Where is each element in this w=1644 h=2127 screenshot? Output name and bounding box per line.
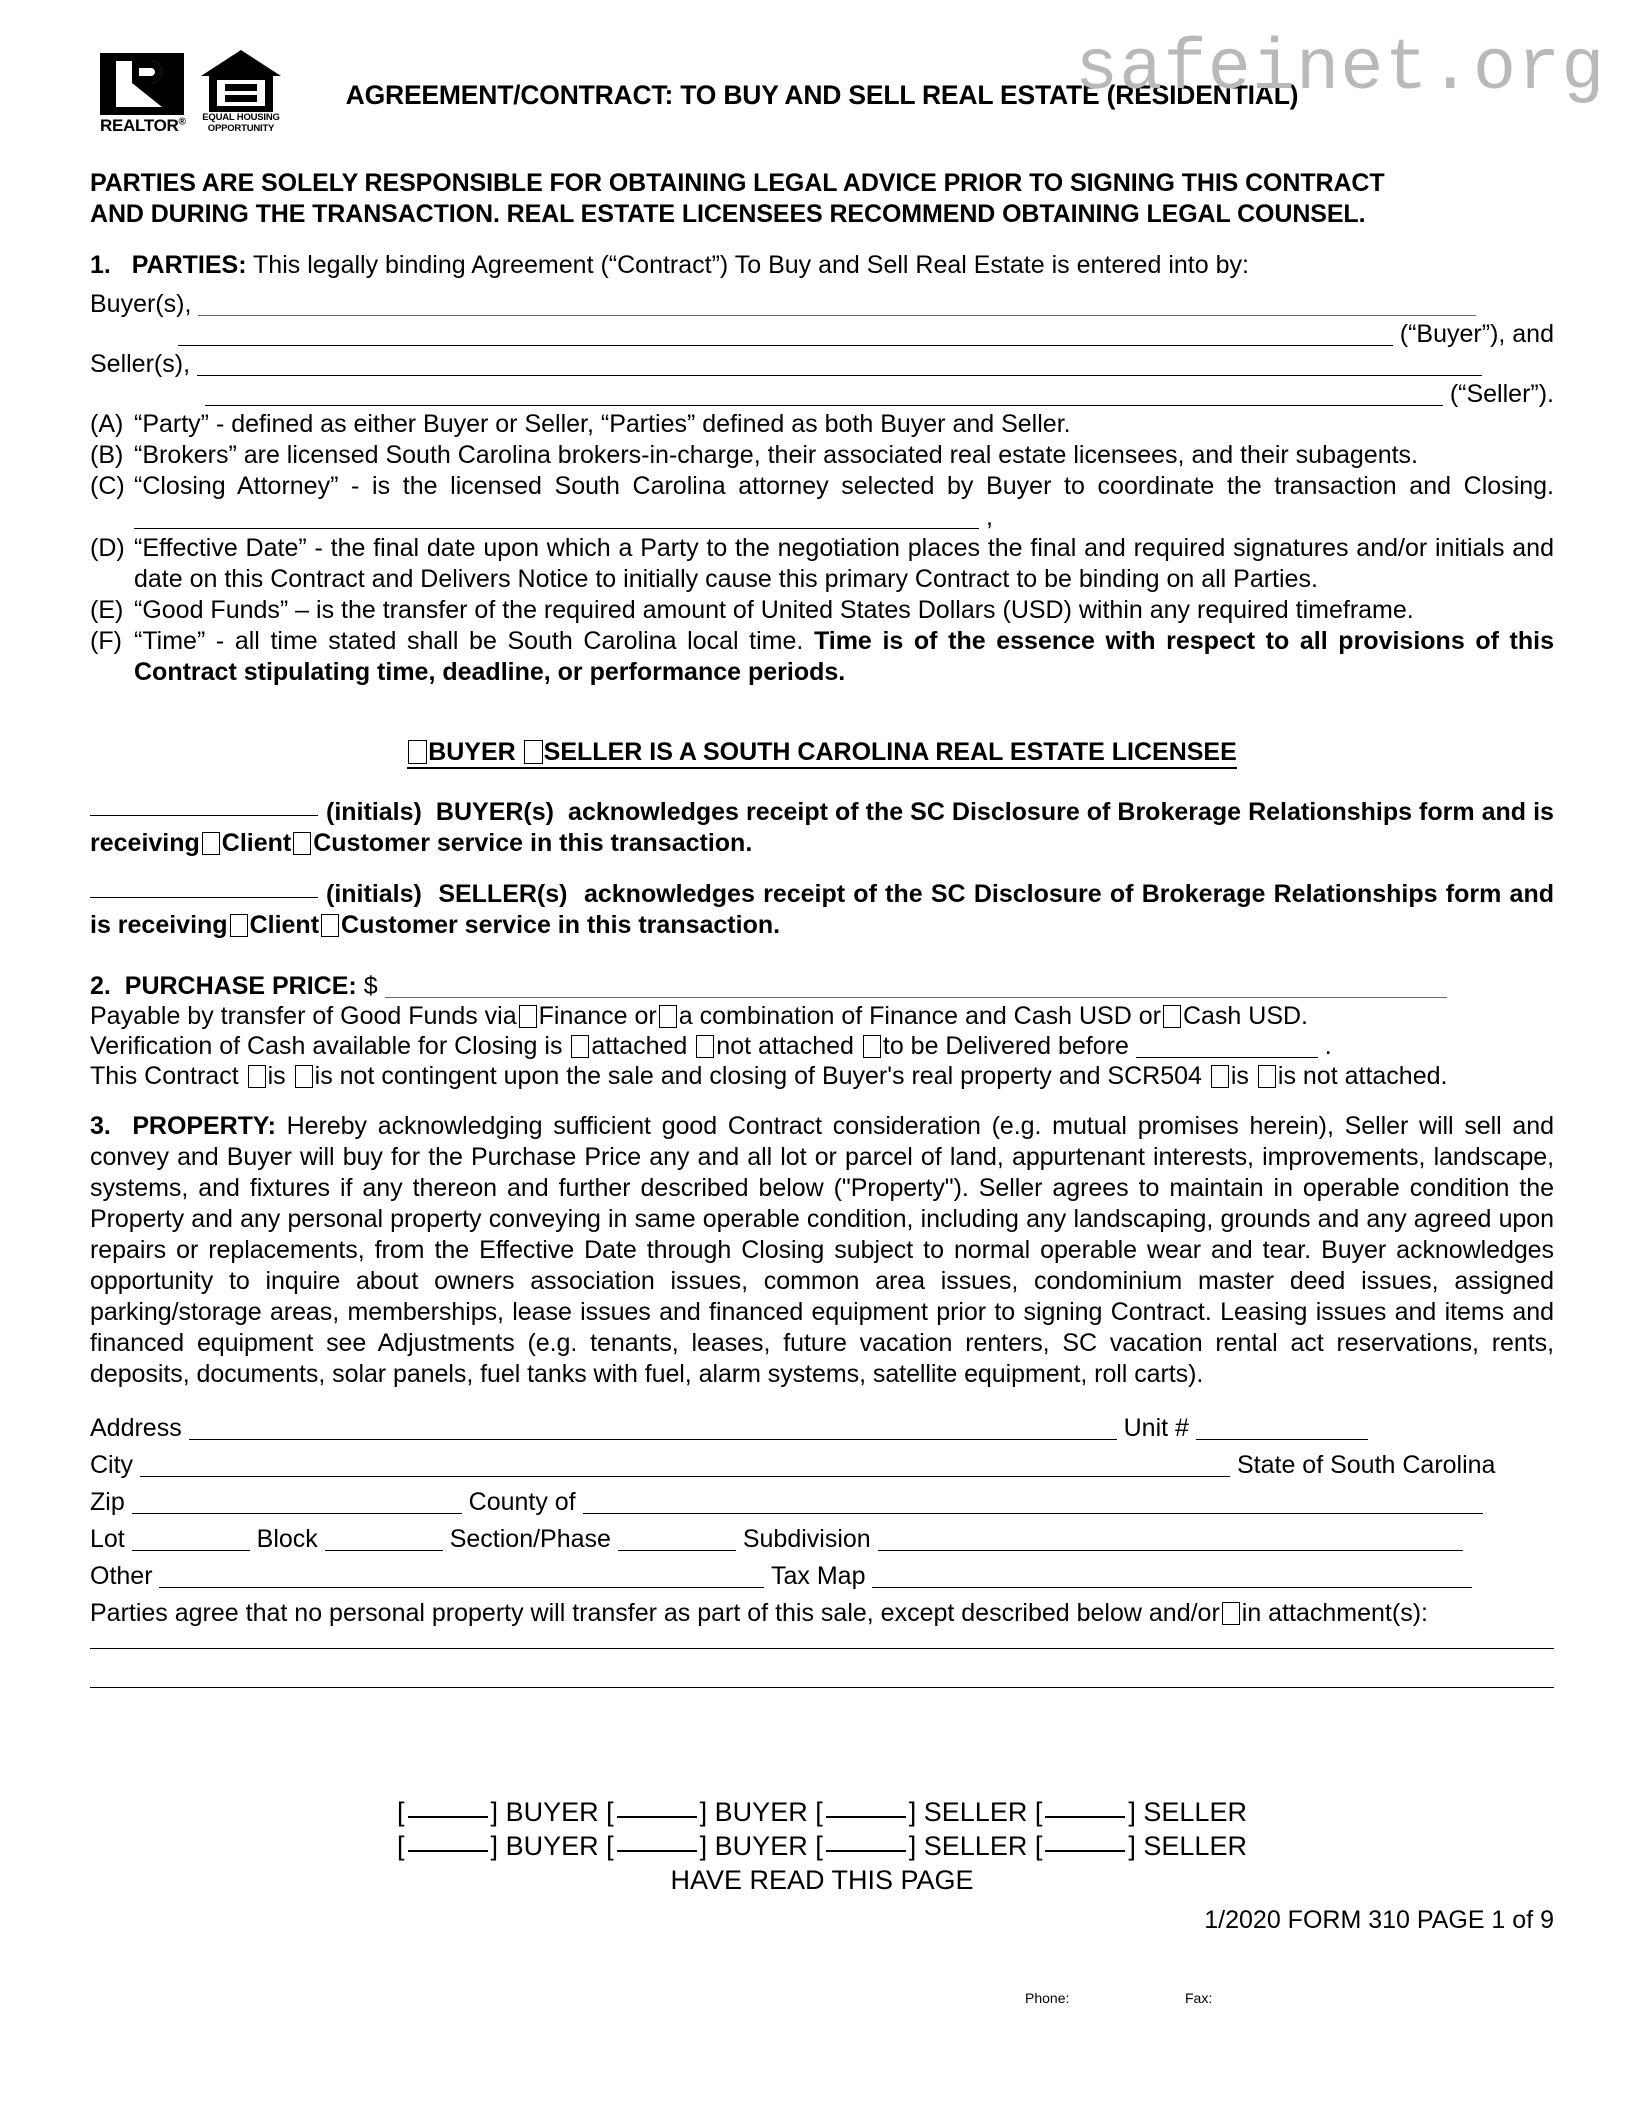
buyer-name-row (90, 289, 1554, 319)
sig-label-buyer-2: BUYER (714, 1831, 808, 1861)
sig-bracket-open: [ (1034, 1831, 1043, 1861)
page-title: AGREEMENT/CONTRACT: TO BUY AND SELL REAL ESTATE (RESIDENTIAL) (345, 80, 1299, 110)
definition-tag: (A) (90, 410, 124, 438)
buyer-initials-input[interactable] (90, 815, 318, 816)
buyer-client-label: Client (221, 829, 292, 857)
payable-row (90, 1001, 1554, 1031)
tax-map-label: Tax Map (770, 1562, 866, 1590)
form-version-line: 1/2020 FORM 310 PAGE 1 of 9 (1204, 1906, 1554, 1934)
sig-bracket-open: [ (1034, 1797, 1043, 1827)
unit-input[interactable] (1196, 1439, 1368, 1440)
seller-name-input[interactable] (197, 375, 1482, 376)
seller-ack-text: acknowledges receipt of the SC Disclosure of Brokerage Relationships form and is receiving (90, 880, 1554, 939)
section-3-number: 3. (90, 1112, 111, 1140)
zip-input[interactable] (132, 1513, 462, 1514)
eho-line-2: OPPORTUNITY (207, 123, 275, 134)
licensee-statement: IS A SOUTH CAROLINA REAL ESTATE LICENSEE (649, 738, 1237, 766)
definition-tag: (B) (90, 441, 124, 469)
lot-label: Lot (90, 1525, 125, 1553)
buyer-suffix: (“Buyer”), and (1399, 320, 1554, 348)
finance-label: Finance or (538, 1002, 657, 1030)
section-1-title: PARTIES: (131, 251, 247, 279)
definition-tag: (D) (90, 534, 125, 562)
personal-property-row (90, 1595, 1554, 1632)
definition-item (90, 626, 1554, 688)
zip-label: Zip (90, 1488, 125, 1516)
seller-ack-party: SELLER(s) (438, 880, 568, 908)
sig-label-buyer-1: BUYER (505, 1797, 599, 1827)
document-header (0, 0, 1644, 160)
document-body (90, 168, 1554, 1688)
combination-label: a combination of Finance and Cash USD or (678, 1002, 1161, 1030)
to-be-delivered-checkbox[interactable] (863, 1035, 881, 1058)
county-input[interactable] (583, 1513, 1483, 1514)
seller-initials-input[interactable] (90, 897, 318, 898)
subdivision-input[interactable] (878, 1550, 1463, 1551)
buyer-ack-text: acknowledges receipt of the SC Disclosure of Brokerage Relationships form and is receiving (90, 798, 1554, 857)
fax-label: Fax: (1185, 1990, 1213, 2006)
licensee-buyer-label: BUYER (428, 738, 516, 766)
delivered-before-input[interactable] (1136, 1057, 1318, 1058)
sig-bracket-close: ] (699, 1831, 708, 1861)
purchase-price-input[interactable] (385, 997, 1447, 998)
buyer-customer-label: Customer service in this transaction. (313, 829, 753, 857)
personal-property-note: Parties agree that no personal property will transfer as part of this sale, except described below and/or (90, 1599, 1220, 1627)
section-phase-label: Section/Phase (449, 1525, 611, 1553)
seller-acknowledgement (90, 879, 1554, 941)
sig-bracket-open: [ (397, 1831, 405, 1861)
tax-map-input[interactable] (872, 1587, 1472, 1588)
legal-advice-warning (90, 168, 1554, 230)
sig-bracket-open: [ (815, 1797, 823, 1827)
initial-input[interactable] (826, 1816, 906, 1818)
section-3-title: PROPERTY: (132, 1112, 276, 1140)
seller-initials-label: (initials) (326, 880, 422, 908)
attached-label: attached (591, 1032, 688, 1060)
initial-input[interactable] (408, 1816, 488, 1818)
section-2-title: PURCHASE PRICE: (124, 972, 357, 1000)
definition-text: “Good Funds” – is the transfer of the required amount of United States Dollars (USD) within any required timeframe. (134, 596, 1414, 624)
property-fields (90, 1410, 1554, 1632)
sig-bracket-close: ] (699, 1797, 708, 1827)
definition-text: “Effective Date” - the final date upon which a Party to the negotiation places the final and required signatures and/or initials and date on this Contract and Delivers Notice to initially cause this primary Contract to be binding on all Parties. (134, 534, 1554, 593)
buyer-acknowledgement (90, 797, 1554, 859)
sig-bracket-close: ] (908, 1831, 917, 1861)
buyer-name-input[interactable] (198, 315, 1476, 316)
section-1-number: 1. (90, 251, 111, 279)
definition-tag: (F) (90, 627, 122, 655)
finance-checkbox[interactable] (519, 1005, 537, 1028)
not-attached-checkbox[interactable] (696, 1035, 714, 1058)
initial-input[interactable] (617, 1850, 697, 1852)
seller-name-row (90, 349, 1554, 379)
realtor-logo-label: REALTOR® (100, 116, 186, 135)
buyer-ack-party: BUYER(s) (435, 798, 554, 826)
seller-licensee-checkbox[interactable] (524, 740, 543, 764)
definition-text: “Brokers” are licensed South Carolina brokers-in-charge, their associated real estate licensees, and their subagents. (134, 441, 1418, 469)
definition-tag: (E) (90, 596, 124, 624)
initial-input[interactable] (1045, 1816, 1125, 1818)
to-be-delivered-label: to be Delivered before (882, 1032, 1129, 1060)
cash-checkbox[interactable] (1163, 1005, 1181, 1028)
scr504-is-not-label: is not attached. (1277, 1062, 1448, 1090)
section-3 (90, 1111, 1554, 1390)
zip-row (90, 1484, 1554, 1521)
sig-label-buyer-1: BUYER (505, 1831, 599, 1861)
contract-prefix: This Contract (90, 1062, 239, 1090)
buyer-label: Buyer(s), (90, 290, 192, 318)
lot-input[interactable] (132, 1550, 250, 1551)
licensee-seller-label: SELLER (543, 738, 643, 766)
unit-label: Unit # (1123, 1414, 1189, 1442)
sig-label-seller-2: SELLER (1143, 1797, 1247, 1827)
seller-customer-label: Customer service in this transaction. (341, 911, 781, 939)
verification-prefix: Verification of Cash available for Closing is (90, 1032, 563, 1060)
sig-label-seller-2: SELLER (1143, 1831, 1247, 1861)
section-2-heading (90, 971, 1554, 1001)
personal-property-line-2[interactable] (90, 1687, 1554, 1688)
sig-label-seller-1: SELLER (923, 1831, 1028, 1861)
address-input[interactable] (189, 1439, 1117, 1440)
cash-label: Cash USD. (1182, 1002, 1308, 1030)
attached-checkbox[interactable] (571, 1035, 589, 1058)
initial-input[interactable] (1045, 1850, 1125, 1852)
definitions-list (90, 409, 1554, 688)
sig-bracket-close: ] (1128, 1797, 1136, 1827)
scr504-is-not-checkbox[interactable] (1258, 1065, 1276, 1088)
initial-input[interactable] (408, 1850, 488, 1852)
county-label: County of (468, 1488, 576, 1516)
buyer-client-checkbox[interactable] (202, 832, 220, 855)
definition-text: “Closing Attorney” - is the licensed South Carolina attorney selected by Buyer to coordinate the transaction and Closing. (134, 472, 1554, 500)
seller-name-input-2[interactable] (205, 405, 1443, 406)
definition-tag: (C) (90, 472, 125, 500)
sig-bracket-close: ] (490, 1831, 499, 1861)
sig-label-seller-1: SELLER (923, 1797, 1028, 1827)
block-input[interactable] (325, 1550, 443, 1551)
buyer-name-row-2 (90, 319, 1554, 349)
city-label: City (90, 1451, 134, 1479)
warning-line-1: PARTIES ARE SOLELY RESPONSIBLE FOR OBTAINING LEGAL ADVICE PRIOR TO SIGNING THIS CONTRACT (90, 169, 1385, 197)
address-label: Address (90, 1414, 182, 1442)
combination-checkbox[interactable] (659, 1005, 677, 1028)
block-label: Block (256, 1525, 318, 1553)
state-label: State of South Carolina (1236, 1451, 1496, 1479)
attachments-label: in attachment(s): (1241, 1599, 1428, 1627)
buyer-initials-label: (initials) (326, 798, 422, 826)
definition-item (90, 440, 1554, 471)
attachments-checkbox[interactable] (1222, 1602, 1240, 1625)
subdivision-label: Subdivision (742, 1525, 871, 1553)
scr504-is-label: is (1230, 1062, 1249, 1090)
city-input[interactable] (140, 1476, 1230, 1477)
sig-bracket-close: ] (490, 1797, 499, 1827)
city-row (90, 1447, 1554, 1484)
closing-attorney-input[interactable] (134, 528, 979, 529)
sig-bracket-open: [ (606, 1797, 614, 1827)
contingency-row (90, 1061, 1554, 1091)
definition-text: “Time” - all time stated shall be South Carolina local time. (134, 627, 814, 655)
definition-item: (C) “Closing Attorney” - is the licensed South Carolina attorney selected by Buyer to coordinate the transaction and Closing. , (90, 472, 1554, 531)
dollar-sign: $ (363, 972, 378, 1000)
sig-bracket-close: ] (908, 1797, 917, 1827)
buyer-name-input-2[interactable] (178, 345, 1393, 346)
section-2-number: 2. (90, 972, 111, 1000)
sig-bracket-close: ] (1128, 1831, 1136, 1861)
definition-item (90, 533, 1554, 595)
seller-label: Seller(s), (90, 350, 191, 378)
verification-period: . (1324, 1032, 1332, 1060)
other-input[interactable] (159, 1587, 764, 1588)
seller-name-row-2 (90, 379, 1554, 409)
site-watermark: safeinet.org (1075, 28, 1606, 110)
verification-row (90, 1031, 1554, 1061)
phone-label: Phone: (1025, 1990, 1070, 2006)
seller-customer-checkbox[interactable] (321, 914, 339, 937)
other-label: Other (90, 1562, 153, 1590)
section-1-intro: This legally binding Agreement (“Contract”) To Buy and Sell Real Estate is entered into by: (253, 251, 1249, 279)
contingent-is-checkbox[interactable] (248, 1065, 266, 1088)
not-attached-label: not attached (716, 1032, 854, 1060)
initial-input[interactable] (826, 1850, 906, 1852)
initials-row-2 (0, 1829, 1644, 1863)
contingent-is-not-label: is not contingent upon the sale and closing of Buyer's real property and SCR504 (314, 1062, 1202, 1090)
seller-suffix: (“Seller”). (1449, 380, 1554, 408)
definition-item (90, 409, 1554, 440)
section-1-heading (90, 250, 1554, 281)
eho-line-1: EQUAL HOUSING (202, 112, 280, 123)
payable-prefix: Payable by transfer of Good Funds via (90, 1002, 517, 1030)
sig-bracket-open: [ (397, 1797, 405, 1827)
lot-row (90, 1521, 1554, 1558)
seller-client-checkbox[interactable] (230, 914, 248, 937)
other-row (90, 1558, 1554, 1595)
have-read-label: HAVE READ THIS PAGE (670, 1865, 974, 1895)
contingent-is-not-checkbox[interactable] (295, 1065, 313, 1088)
buyer-licensee-checkbox[interactable] (408, 740, 427, 764)
contingent-is-label: is (267, 1062, 286, 1090)
section-phase-input[interactable] (618, 1550, 736, 1551)
time-essence-clause: Time is of the essence with respect to all provisions of this Contract stipulating time, deadline, or performance periods. (134, 627, 1554, 686)
definition-item (90, 595, 1554, 626)
seller-client-label: Client (249, 911, 320, 939)
definition-text: “Party” - defined as either Buyer or Seller, “Parties” defined as both Buyer and Seller. (134, 410, 1071, 438)
sig-bracket-open: [ (606, 1831, 614, 1861)
address-row (90, 1410, 1554, 1447)
section-3-body: Hereby acknowledging sufficient good Contract consideration (e.g. mutual promises herein), Seller will sell and convey and Buyer will buy for the Purchase Price any and all lot or parcel of land, appurtenant interests, improvements, landscape, systems, and fixtures if any thereon and further described below ("Property"). Seller agrees to maintain in operable condition the Property and any personal property conveying in same operable condition, including any landscaping, grounds and any agreed upon repairs or replacements, from the Effective Date through Closing subject to normal operable wear and tear. Buyer acknowledges opportunity to inquire about owners association issues, common area issues, condominium master deed issues, assigned parking/storage areas, memberships, lease issues and financed equipment prior to signing Contract. Leasing issues and items and financed equipment see Adjustments (e.g. tenants, leases, future vacation renters, SC vacation rental act reservations, rents, deposits, documents, solar panels, fuel tanks with fuel, alarm systems, satellite equipment, roll carts). (90, 1112, 1554, 1388)
scr504-is-checkbox[interactable] (1211, 1065, 1229, 1088)
initials-footer (0, 1795, 1644, 1897)
sig-bracket-open: [ (815, 1831, 823, 1861)
licensee-declaration (90, 738, 1554, 767)
initials-row-1 (0, 1795, 1644, 1829)
sig-label-buyer-2: BUYER (714, 1797, 808, 1827)
initial-input[interactable] (617, 1816, 697, 1818)
buyer-customer-checkbox[interactable] (293, 832, 311, 855)
warning-line-2: AND DURING THE TRANSACTION. REAL ESTATE LICENSEES RECOMMEND OBTAINING LEGAL COUNSEL. (90, 200, 1366, 228)
